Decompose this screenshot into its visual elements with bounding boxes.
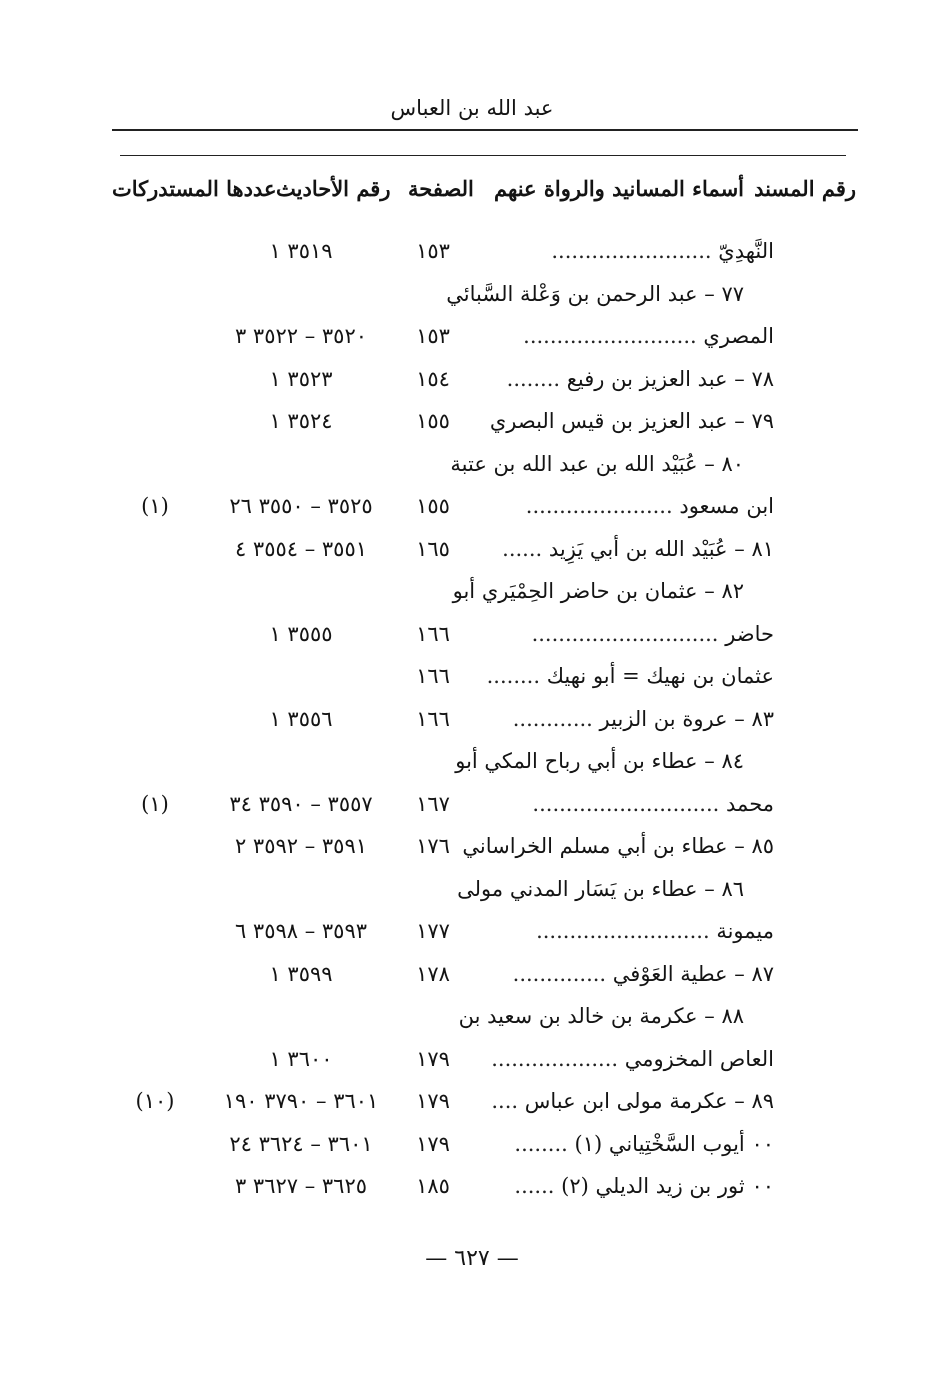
leader-dots: ........ <box>486 664 541 688</box>
entry-name <box>462 826 774 866</box>
table-row <box>0 699 944 739</box>
leader-dots: ............................ <box>531 621 719 646</box>
entry-name <box>474 1039 774 1079</box>
column-header-mustadrakat: المستدركات <box>112 176 219 201</box>
entry-hadith-numbers: ٣٥٢٣ <box>287 366 333 391</box>
entry-name-text: ٠٠ ثور بن زيد الديلي (٢) <box>561 1174 774 1198</box>
entry-count: ٦ <box>234 919 247 943</box>
entry-name-text: ٨٧ – عطية العَوْفي <box>612 961 774 986</box>
entry-hadith-range <box>212 316 390 356</box>
leader-dots: ........ <box>514 1131 568 1156</box>
entry-page: ١٥٣ <box>416 324 450 348</box>
entry-name-text: ٨٠ – عُبَيْد الله بن عبد الله بن عتبة <box>450 451 744 476</box>
table-row <box>0 826 944 866</box>
entry-name-text: ابن مسعود <box>679 494 774 518</box>
entry-page: ١٧٧ <box>416 919 450 943</box>
table-row <box>0 614 944 654</box>
table-row <box>0 486 944 526</box>
table-row <box>0 274 944 314</box>
table-row <box>0 869 944 909</box>
leader-dots: ...... <box>502 536 543 561</box>
table-row <box>0 401 944 441</box>
entry-count: ١ <box>269 621 281 646</box>
running-header: عبد الله بن العباس <box>390 96 554 120</box>
entry-name <box>474 911 774 951</box>
entry-page: ١٥٥ <box>416 409 450 433</box>
entry-name-text: ٨١ – عُبَيْد الله بن أبي يَزِيد <box>548 536 774 561</box>
entry-name <box>457 869 744 909</box>
entry-name-text: محمد <box>726 791 774 816</box>
entry-name-text: ٨٢ – عثمان بن حاضر الحِمْيَري أبو <box>452 579 744 603</box>
column-header-count-mustadrakat <box>112 176 276 201</box>
entry-count: ١ <box>269 1046 281 1071</box>
entry-name <box>474 614 774 654</box>
entry-name <box>446 274 744 314</box>
leader-dots: .......................... <box>523 324 697 348</box>
entry-hadith-numbers: ٣٦٠١ – ٣٦٢٤ <box>258 1131 373 1156</box>
leader-dots: ............................ <box>532 791 720 816</box>
table-row <box>0 911 944 951</box>
table-row <box>0 996 944 1036</box>
entry-hadith-numbers: ٣٥١٩ <box>287 239 333 263</box>
entry-mustadrakat: (١٠) <box>135 1089 175 1113</box>
entry-count: ١ <box>269 409 281 433</box>
entry-hadith-range <box>212 1081 390 1121</box>
entry-hadith-numbers: ٣٦٠٠ <box>287 1046 333 1071</box>
leader-dots: ...... <box>514 1174 555 1198</box>
entry-name <box>474 401 774 441</box>
table-row <box>0 1039 944 1079</box>
entry-mustadrakat: (١) <box>141 494 169 518</box>
table-row <box>0 784 944 824</box>
entry-name <box>452 571 744 611</box>
entry-hadith-range <box>212 954 390 994</box>
column-header-hadith-numbers: رقم الأحاديث <box>276 176 391 201</box>
entry-hadith-numbers: ٣٥٢٥ – ٣٥٥٠ <box>258 494 373 518</box>
entry-name <box>474 486 774 526</box>
table-row <box>0 1124 944 1164</box>
entry-name-text: ميمونة <box>716 919 774 943</box>
entry-hadith-numbers: ٣٥٩٣ – ٣٥٩٨ <box>252 919 368 943</box>
entry-hadith-range <box>212 486 390 526</box>
entry-name <box>455 741 744 781</box>
leader-dots: .............. <box>512 961 607 986</box>
entry-page: ١٧٨ <box>416 961 450 986</box>
leader-dots: ................... <box>491 1046 619 1071</box>
entry-page: ١٧٩ <box>416 1089 450 1113</box>
entry-hadith-numbers: ٣٥٢٤ <box>287 409 333 433</box>
entry-hadith-numbers: ٣٥٥٧ – ٣٥٩٠ <box>258 791 373 816</box>
column-header-musnad-number: رقم المسند <box>754 176 856 201</box>
entry-hadith-range <box>212 1124 390 1164</box>
entry-hadith-range <box>212 1166 390 1206</box>
entry-count: ٣ <box>234 324 247 348</box>
entry-name <box>450 444 744 484</box>
entry-name <box>474 656 774 696</box>
entry-name-text: ٧٩ – عبد العزيز بن قيس البصري <box>489 409 774 433</box>
entry-name <box>474 1081 774 1121</box>
table-row <box>0 1081 944 1121</box>
entry-hadith-numbers: ٣٦٢٥ – ٣٦٢٧ <box>252 1174 368 1198</box>
table-row <box>0 656 944 696</box>
table-row <box>0 571 944 611</box>
entry-hadith-range <box>212 699 390 739</box>
column-header-count: عددها <box>226 176 277 201</box>
table-row <box>0 529 944 569</box>
leader-dots: ...................... <box>525 494 673 518</box>
entry-name-text: ٨٦ – عطاء بن يَسَار المدني مولى <box>457 876 744 901</box>
entry-hadith-numbers: ٣٦٠١ – ٣٧٩٠ <box>264 1089 379 1113</box>
header-rule <box>112 129 858 131</box>
table-row <box>0 359 944 399</box>
entry-count: ١ <box>269 239 281 263</box>
entry-page: ١٥٤ <box>416 366 450 391</box>
entry-hadith-numbers: ٣٥٩٩ <box>287 961 333 986</box>
entry-hadith-range <box>212 911 390 951</box>
entry-name-text: العاص المخزومي <box>624 1046 774 1071</box>
entry-hadith-numbers: ٣٥٥٥ <box>287 621 333 646</box>
entry-name-text: ٨٤ – عطاء بن أبي رباح المكي أبو <box>455 749 744 773</box>
entry-hadith-range <box>212 359 390 399</box>
leader-dots: ........ <box>506 366 561 391</box>
entry-page: ١٥٥ <box>416 494 450 518</box>
entry-hadith-range <box>212 401 390 441</box>
table-row <box>0 741 944 781</box>
table-top-rule <box>120 155 846 156</box>
entry-page: ١٧٩ <box>416 1046 450 1071</box>
entry-mustadrakat: (١) <box>141 791 169 816</box>
page-number: — ٦٢٧ — <box>425 1246 519 1271</box>
leader-dots: .... <box>491 1089 519 1113</box>
entry-count: ٤ <box>234 536 247 561</box>
entry-name-text: النَّهدِيّ <box>718 239 774 263</box>
entry-name <box>474 1124 774 1164</box>
entry-page: ١٧٩ <box>416 1131 450 1156</box>
entry-name-text: ٨٣ – عروة بن الزبير <box>599 706 774 731</box>
table-row <box>0 954 944 994</box>
entry-hadith-numbers: ٣٥٢٠ – ٣٥٢٢ <box>252 324 368 348</box>
entry-page: ١٨٥ <box>416 1174 450 1198</box>
entry-name-text: حاضر <box>725 621 774 646</box>
entry-name <box>474 699 774 739</box>
entry-hadith-range <box>212 826 390 866</box>
entry-count: ٢٦ <box>229 494 252 518</box>
leader-dots: ........................ <box>551 239 712 263</box>
entry-count: ٣٤ <box>229 791 252 816</box>
table-row <box>0 1166 944 1206</box>
entry-hadith-range <box>212 784 390 824</box>
entry-hadith-range <box>212 1039 390 1079</box>
entry-name <box>474 1166 774 1206</box>
entry-name <box>474 954 774 994</box>
entry-name <box>458 996 744 1036</box>
entry-name-text: ٨٨ – عكرمة بن خالد بن سعيد بن <box>458 1004 744 1028</box>
entry-name <box>474 359 774 399</box>
entry-name <box>474 316 774 356</box>
entry-page: ١٦٥ <box>416 536 450 561</box>
entry-hadith-range <box>212 529 390 569</box>
entry-page: ١٧٦ <box>416 834 450 858</box>
entry-hadith-numbers: ٣٥٩١ – ٣٥٩٢ <box>252 834 368 858</box>
entry-page: ١٦٦ <box>416 706 450 731</box>
entry-count: ٢٤ <box>229 1131 252 1156</box>
entry-name-text: عثمان بن نهيك = أبو نهيك <box>546 664 774 688</box>
entry-hadith-numbers: ٣٥٥١ – ٣٥٥٤ <box>252 536 368 561</box>
table-row <box>0 316 944 356</box>
entry-name <box>474 231 774 271</box>
leader-dots: .......................... <box>536 919 710 943</box>
leader-dots: ............ <box>512 706 593 731</box>
column-header-page: الصفحة <box>408 176 474 201</box>
entry-name-text: ٧٧ – عبد الرحمن بن وَعْلة السَّبائي <box>446 281 744 306</box>
entry-name-text: ٨٥ – عطاء بن أبي مسلم الخراساني <box>462 834 774 858</box>
entry-name <box>474 784 774 824</box>
entry-name-text: المصري <box>703 324 774 348</box>
entry-name-text: ٧٨ – عبد العزيز بن رفيع <box>566 366 774 391</box>
entry-hadith-range <box>212 231 390 271</box>
table-row <box>0 444 944 484</box>
entry-count: ١٩٠ <box>223 1089 258 1113</box>
entry-count: ٢ <box>234 834 247 858</box>
entry-hadith-numbers: ٣٥٥٦ <box>287 706 333 731</box>
column-header-names: أسماء المسانيد والرواة عنهم <box>494 176 744 201</box>
entry-count: ٣ <box>234 1174 247 1198</box>
entry-count: ١ <box>269 961 281 986</box>
entry-name-text: ٠٠ أيوب السَّخْتِياني (١) <box>574 1131 774 1156</box>
entry-page: ١٥٣ <box>416 239 450 263</box>
entry-name-text: ٨٩ – عكرمة مولى ابن عباس <box>524 1089 774 1113</box>
entry-page: ١٦٦ <box>416 664 450 688</box>
entry-hadith-range <box>212 614 390 654</box>
table-row <box>0 231 944 271</box>
entry-count: ١ <box>269 366 281 391</box>
entry-page: ١٦٦ <box>416 621 450 646</box>
entry-page: ١٦٧ <box>416 791 450 816</box>
entry-name <box>474 529 774 569</box>
entry-count: ١ <box>269 706 281 731</box>
